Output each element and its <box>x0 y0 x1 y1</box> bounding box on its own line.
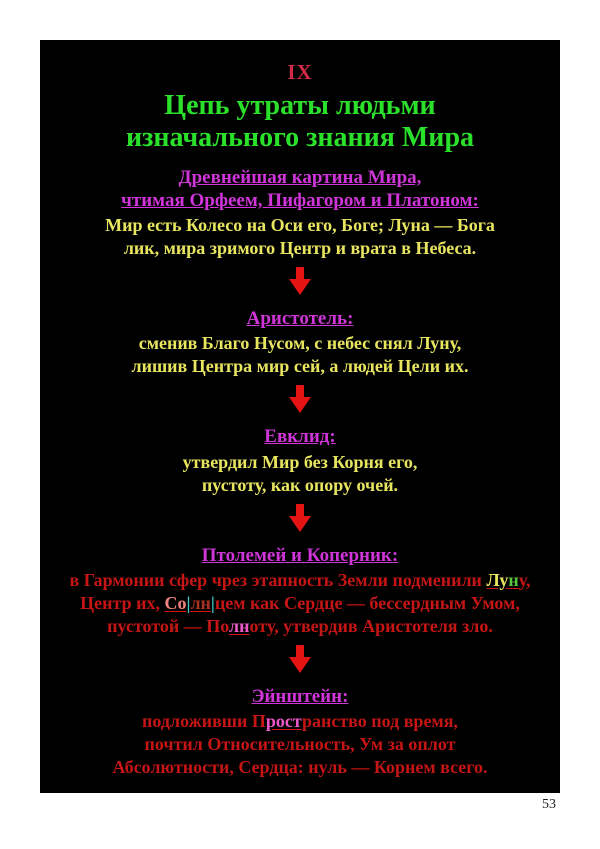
heading-line: Древнейшая картина Мира, <box>178 166 422 188</box>
body-line <box>40 569 560 592</box>
body-line <box>40 474 560 497</box>
body-line <box>40 756 560 779</box>
section-body <box>40 214 560 260</box>
section-body <box>40 569 560 638</box>
highlight-letters: | <box>210 592 215 613</box>
text-run: лик, мира зримого Центр и врата в Небеса. <box>123 238 477 259</box>
chapter-title-line1: Цепь утраты людьми <box>164 90 436 121</box>
section-body <box>40 332 560 378</box>
highlight-letters: лн <box>229 615 250 636</box>
page-number: 53 <box>542 797 556 812</box>
text-run: цем как Сердце — бессердным Умом, <box>214 592 520 613</box>
heading-line: чтимая Орфеем, Пифагором и Платоном: <box>121 189 479 211</box>
text-run: Абсолютности, Сердца: нуль — Корнем всего. <box>112 756 488 777</box>
down-arrow-icon <box>40 385 560 413</box>
body-line <box>40 237 560 260</box>
body-line <box>40 710 560 733</box>
body-line <box>40 355 560 378</box>
down-arrow-icon <box>40 504 560 532</box>
highlight-letters: | <box>186 592 191 613</box>
text-run: оту, утвердив Аристотеля зло. <box>249 615 493 636</box>
text-run: сменив Благо Нусом, с небес снял Луну, <box>138 333 462 354</box>
highlight-letters: Лу <box>486 569 509 590</box>
section-heading <box>40 307 560 330</box>
text-run: лишив Центра мир сей, а людей Цели их. <box>131 356 469 377</box>
section-heading <box>40 425 560 448</box>
chapter-title-line2: изначального знания Мира <box>125 121 475 153</box>
section-body <box>40 710 560 779</box>
text-run: утвердил Мир без Корня его, <box>182 451 418 472</box>
body-line <box>40 592 560 615</box>
down-arrow-icon <box>40 267 560 295</box>
highlight-letters: н <box>508 569 519 590</box>
text-run: пустотой — По <box>107 615 230 636</box>
heading-line: Аристотель: <box>246 308 354 330</box>
text-run: в Гармонии сфер чрез этапность Земли подменили <box>69 569 487 590</box>
section-heading <box>40 166 560 212</box>
content-board <box>40 40 560 793</box>
section-heading <box>40 544 560 567</box>
text-run: пустоту, как опору очей. <box>201 474 399 495</box>
body-line <box>40 451 560 474</box>
text-run: Мир есть Колесо на Оси его, Боге; Луна — Бога <box>105 215 495 236</box>
text-run: ранство под время, <box>301 710 458 731</box>
section-body <box>40 451 560 497</box>
heading-line: Евклид: <box>264 426 336 448</box>
highlight-letters: Со <box>164 592 187 613</box>
sections-container <box>40 166 560 779</box>
highlight-letters: лн <box>190 592 211 613</box>
text-run: почтил Относительность, Ум за оплот <box>144 733 456 754</box>
text-run: подложивши П <box>142 710 266 731</box>
text-run: у, <box>518 569 531 590</box>
text-run: Центр их, <box>80 592 165 613</box>
chapter-numeral: IX <box>287 60 313 84</box>
down-arrow-icon <box>40 645 560 673</box>
chapter-title <box>40 90 560 154</box>
body-line <box>40 332 560 355</box>
body-line <box>40 615 560 638</box>
heading-line: Птолемей и Коперник: <box>201 544 399 566</box>
body-line <box>40 733 560 756</box>
body-line <box>40 214 560 237</box>
highlight-letters: рост <box>265 710 302 731</box>
heading-line: Эйнштейн: <box>251 685 349 707</box>
section-heading <box>40 685 560 708</box>
